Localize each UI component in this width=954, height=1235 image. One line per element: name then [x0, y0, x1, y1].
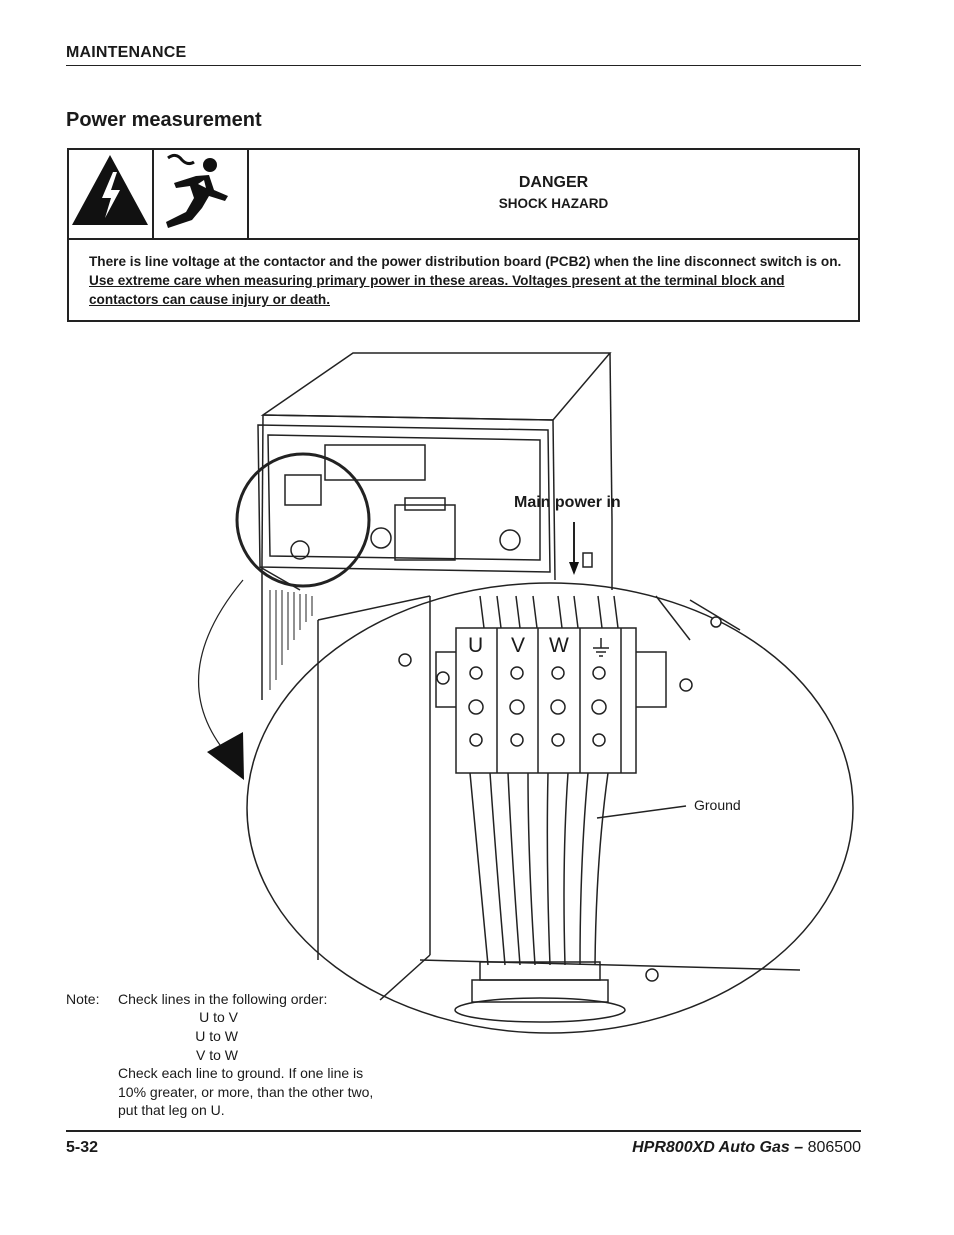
shock-icon-cell — [154, 150, 249, 238]
danger-text-plain: There is line voltage at the contactor and the power distribution board (PCB2) when the line disconnect switch is on. — [89, 254, 842, 269]
danger-title: DANGER — [518, 174, 589, 191]
footer-separator: – — [794, 1139, 804, 1156]
note-paragraph: Check each line to ground. If one line is 10% greater, or more, than the other two, put that leg on U. — [118, 1065, 374, 1119]
page-heading: Power measurement — [66, 109, 262, 131]
ground-label: Ground — [694, 797, 741, 813]
main-power-label: Main power in — [514, 494, 621, 511]
danger-text-underlined: Use extreme care when measuring primary power in these areas. Voltages present at the terminal block and contactors can cause injury or death. — [89, 273, 785, 307]
terminal-label-v: V — [511, 634, 526, 657]
footer-doc-number: 806500 — [807, 1139, 861, 1156]
danger-header — [249, 150, 858, 238]
power-measurement-figure — [0, 330, 954, 1050]
electrical-hazard-triangle-icon — [69, 150, 152, 238]
footer-rule — [66, 1130, 861, 1132]
header-rule — [66, 65, 861, 66]
danger-divider — [69, 238, 858, 240]
page-number: 5-32 — [66, 1139, 99, 1156]
terminal-label-w: W — [549, 634, 569, 657]
danger-subtitle: SHOCK HAZARD — [498, 196, 609, 211]
danger-text — [89, 252, 844, 309]
terminal-label-u: U — [468, 634, 484, 657]
hazard-icon-cell — [69, 150, 154, 238]
note-label: Note: — [66, 991, 100, 1007]
note-order-item: V to W — [195, 1047, 238, 1063]
note-order-item: U to V — [199, 1009, 238, 1025]
shock-hazard-person-icon — [154, 150, 247, 238]
footer-doc-info — [632, 1139, 861, 1157]
section-title: MAINTENANCE — [66, 44, 187, 61]
note-order-item: U to W — [195, 1028, 238, 1044]
danger-box — [67, 148, 860, 322]
footer-product: HPR800XD Auto Gas — [632, 1139, 790, 1156]
note-intro: Check lines in the following order: — [118, 991, 328, 1007]
